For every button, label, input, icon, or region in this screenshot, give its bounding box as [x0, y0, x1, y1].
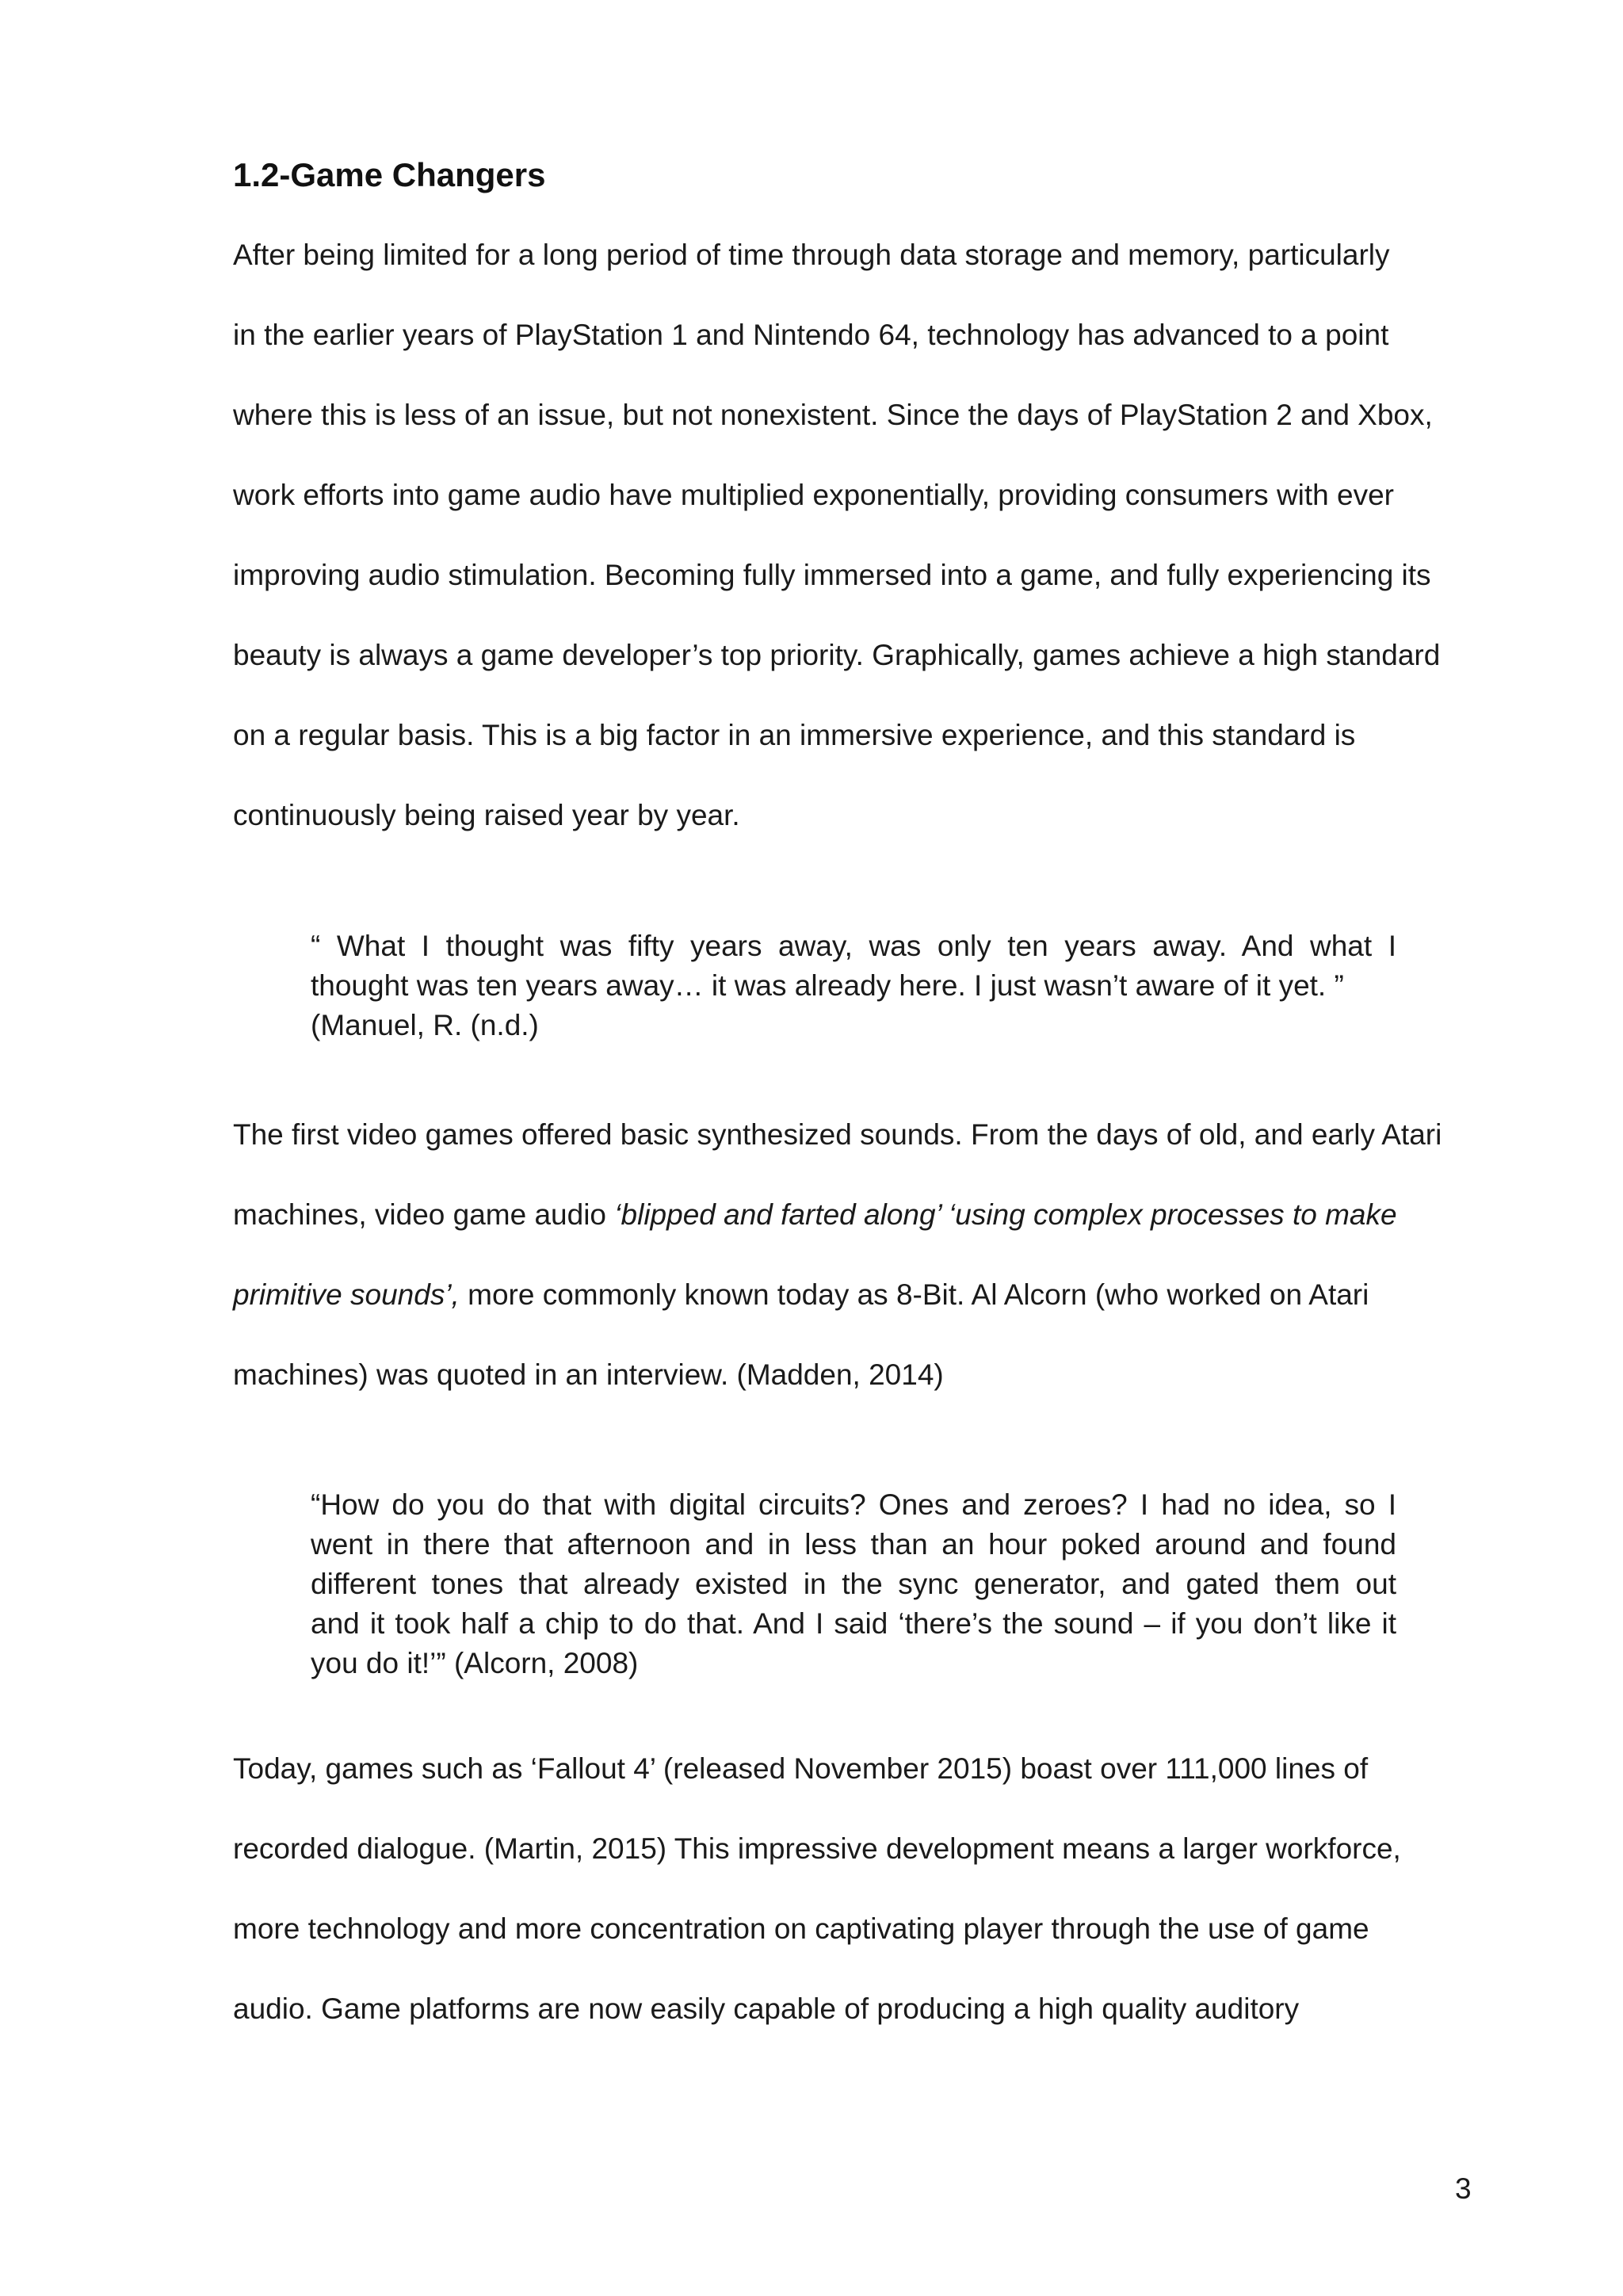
- paragraph2-italic-quote: primitive sounds’,: [233, 1278, 460, 1311]
- paragraph3-line: more technology and more concentration on captivating player through the use of game: [233, 1912, 1369, 1945]
- blockquote2-line: different tones that already existed in the sync generator, and gated them out: [311, 1568, 1396, 1600]
- page-number: 3: [1455, 2172, 1472, 2205]
- paragraph3-line: Today, games such as ‘Fallout 4’ (released November 2015) boast over 111,000 lines of: [233, 1752, 1369, 1785]
- paragraph1-line: work efforts into game audio have multiplied exponentially, providing consumers with ever: [233, 479, 1395, 511]
- paragraph1-line: where this is less of an issue, but not nonexistent. Since the days of PlayStation 2 and Xbox,: [233, 399, 1433, 431]
- paragraph1-line: continuously being raised year by year.: [233, 799, 740, 831]
- paragraph1-line: beauty is always a game developer’s top priority. Graphically, games achieve a high standard: [233, 639, 1441, 671]
- blockquote2-citation: you do it!’” (Alcorn, 2008): [311, 1647, 639, 1679]
- paragraph2-line: machines) was quoted in an interview. (Madden, 2014): [233, 1358, 944, 1391]
- paragraph1-line: After being limited for a long period of time through data storage and memory, particularly: [233, 239, 1390, 271]
- paragraph3-line: audio. Game platforms are now easily capable of producing a high quality auditory: [233, 1992, 1300, 2025]
- paragraph2-line: The first video games offered basic synthesized sounds. From the days of old, and early Atari: [233, 1118, 1442, 1151]
- blockquote1-line: thought was ten years away… it was already here. I just wasn’t aware of it yet. ”: [311, 969, 1344, 1002]
- blockquote2-line: and it took half a chip to do that. And I said ‘there’s the sound – if you don’t like it: [311, 1607, 1396, 1640]
- paragraph3-line: recorded dialogue. (Martin, 2015) This impressive development means a larger workforce,: [233, 1832, 1401, 1865]
- paragraph2-italic-quote: ‘blipped and farted along’ ‘using complex processes to make: [614, 1198, 1397, 1231]
- blockquote1-line: “ What I thought was fifty years away, was only ten years away. And what I: [311, 930, 1396, 962]
- section-heading: 1.2-Game Changers: [233, 156, 546, 193]
- blockquote2-line: went in there that afternoon and in less than an hour poked around and found: [311, 1528, 1396, 1561]
- blockquote1-citation: (Manuel, R. (n.d.): [311, 1009, 539, 1041]
- paragraph2-line: [233, 1276, 1369, 1314]
- paragraph2-text: more commonly known today as 8-Bit. Al Alcorn (who worked on Atari: [459, 1278, 1369, 1311]
- paragraph2-line: [233, 1196, 1397, 1234]
- paragraph1-line: on a regular basis. This is a big factor in an immersive experience, and this standard is: [233, 719, 1356, 751]
- blockquote2-line: “How do you do that with digital circuits? Ones and zeroes? I had no idea, so I: [311, 1488, 1396, 1521]
- paragraph1-line: in the earlier years of PlayStation 1 and Nintendo 64, technology has advanced to a point: [233, 319, 1389, 351]
- paragraph2-text: machines, video game audio: [233, 1198, 615, 1231]
- paragraph1-line: improving audio stimulation. Becoming fully immersed into a game, and fully experiencing its: [233, 559, 1431, 591]
